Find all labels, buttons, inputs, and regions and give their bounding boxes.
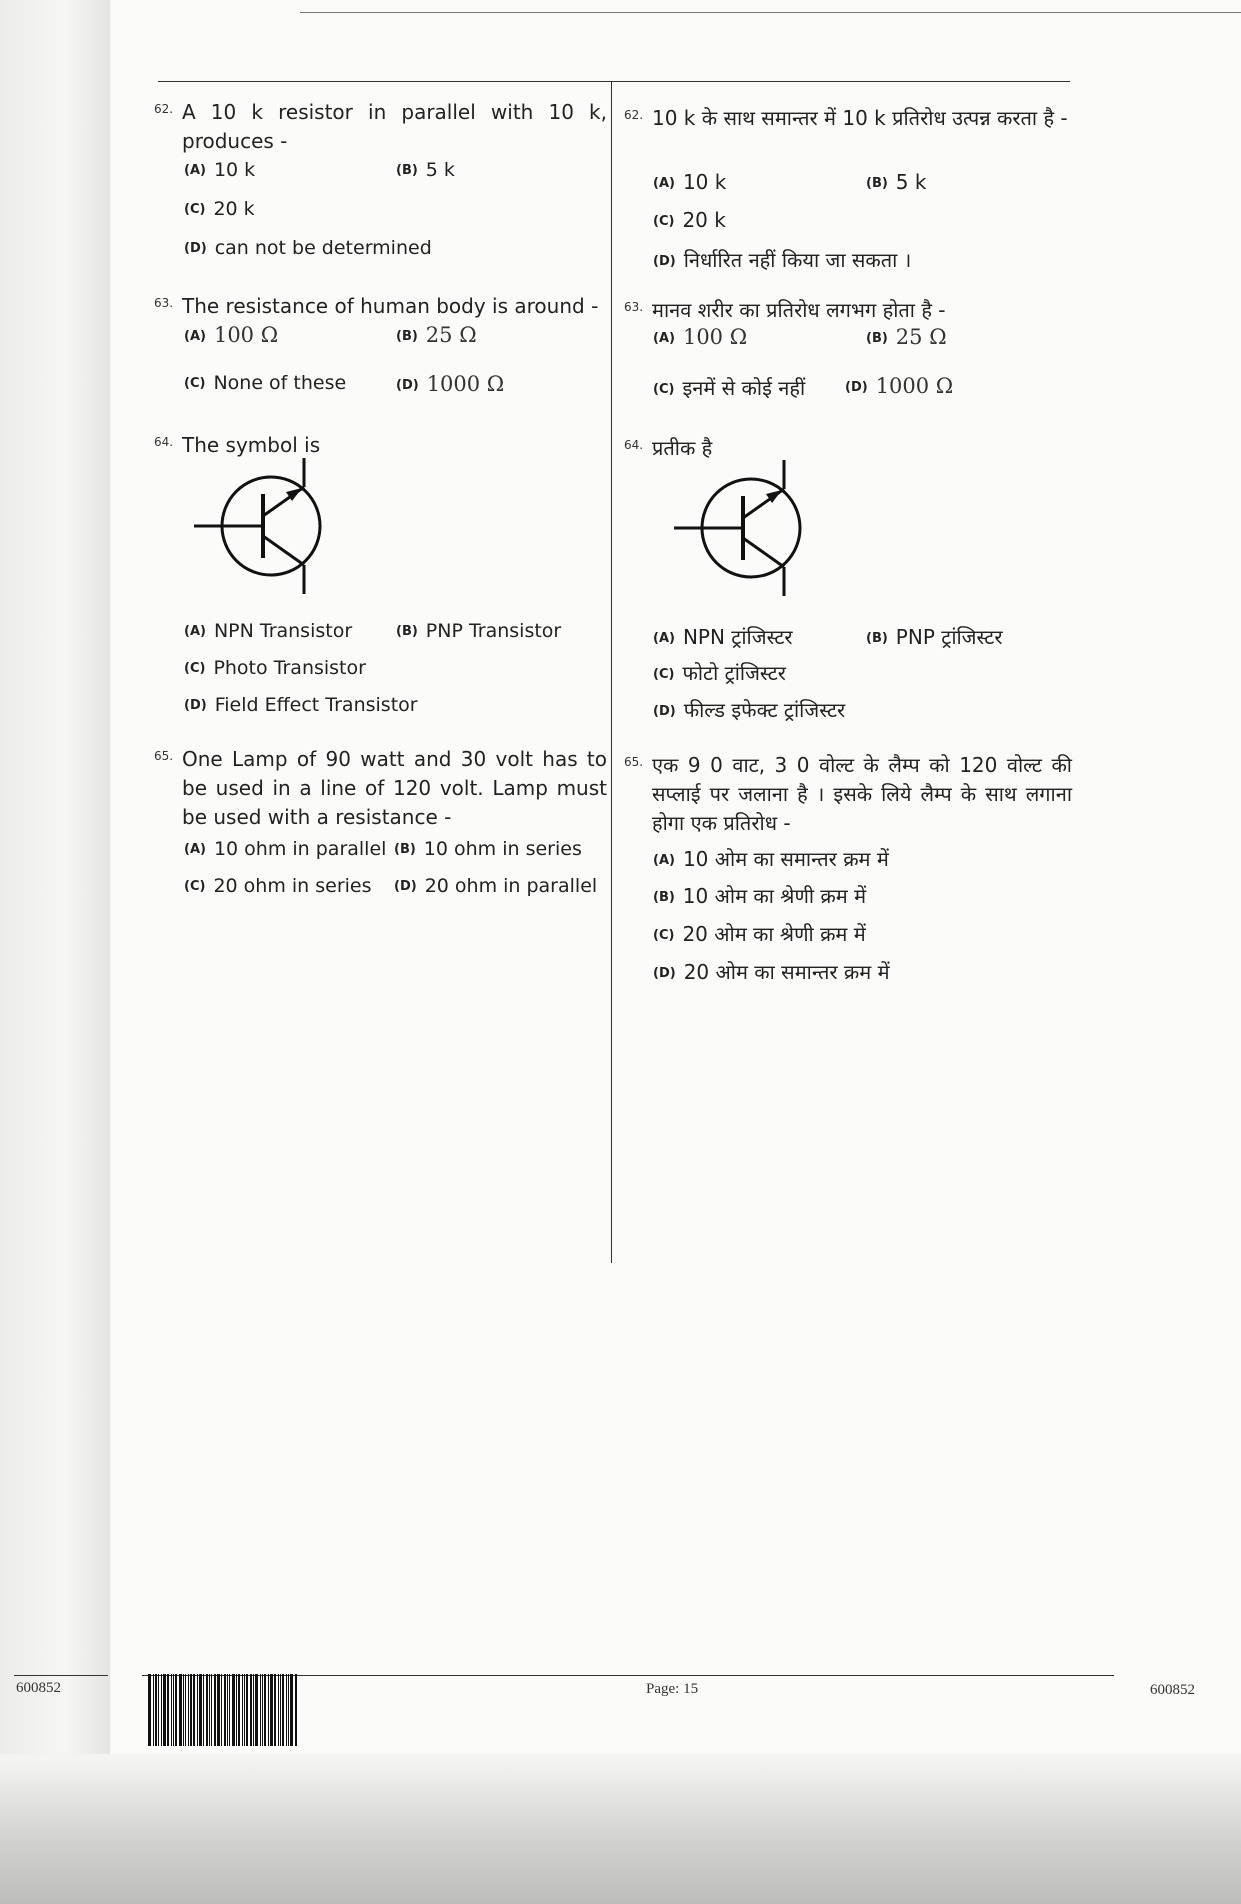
barcode-bar — [206, 1674, 208, 1746]
barcode-bar — [295, 1674, 297, 1746]
binding-edge — [0, 0, 110, 1754]
barcode-bar — [188, 1674, 189, 1746]
option-c: (C) Photo Transistor — [184, 657, 366, 679]
option-c: (C) 20 ohm in series — [184, 875, 372, 897]
barcode-bar — [260, 1674, 261, 1746]
barcode-bar — [288, 1674, 289, 1746]
question-text: प्रतीक है — [652, 436, 713, 460]
question-64-hindi: 64. प्रतीक है — [624, 434, 1079, 464]
barcode-bar — [158, 1674, 159, 1746]
barcode-bar — [278, 1674, 279, 1746]
barcode-bar — [155, 1674, 157, 1746]
barcode-bar — [221, 1674, 222, 1746]
option-d: (D) 1000 Ω — [845, 374, 954, 398]
barcode-bar — [236, 1674, 237, 1746]
top-edge-rule — [300, 12, 1241, 13]
barcode-bar — [224, 1674, 226, 1746]
barcode-bar — [199, 1674, 202, 1746]
option-b: (B) 5 k — [866, 170, 927, 194]
option-b: (B) 5 k — [396, 159, 455, 181]
barcode-bar — [232, 1674, 235, 1746]
option-a: (A) NPN Transistor — [184, 620, 353, 642]
page-number: Page: 15 — [646, 1681, 699, 1697]
question-text: एक 9 0 वाट, 3 0 वोल्ट के लैम्प को 120 वोल्ट की सप्लाई पर जलाना है । इसके लिये लैम्प के साथ लगाना होगा एक प्रतिरोध - — [652, 753, 1072, 835]
booklet-code-right: 600852 — [1150, 1682, 1195, 1698]
option-b: (B) 10 ohm in series — [394, 838, 582, 860]
option-b: (B) 25 Ω — [866, 325, 947, 349]
barcode-bar — [227, 1674, 228, 1746]
barcode-bar — [185, 1674, 186, 1746]
barcode-bar — [286, 1674, 287, 1746]
barcode-bar — [217, 1674, 220, 1746]
option-d: (D) can not be determined — [184, 237, 432, 259]
barcode-bar — [262, 1674, 263, 1746]
barcode-bar — [209, 1674, 210, 1746]
barcode-bar — [238, 1674, 240, 1746]
question-63-hindi: 63. मानव शरीर का प्रतिरोध लगभग होता है - — [624, 296, 1079, 326]
barcode-bar — [280, 1674, 281, 1746]
question-65-english: 65. One Lamp of 90 watt and 30 volt has to be used in a line of 120 volt. Lamp must be used with a resistance - — [154, 745, 609, 835]
barcode — [148, 1674, 328, 1746]
barcode-bar — [214, 1674, 216, 1746]
question-text: One Lamp of 90 watt and 30 volt has to be used in a line of 120 volt. Lamp must be used with a resistance - — [182, 747, 607, 829]
question-text: The symbol is — [182, 433, 321, 457]
footer-rule-left — [14, 1675, 108, 1676]
barcode-bar — [274, 1674, 276, 1746]
question-text: A 10 k resistor in parallel with 10 k, — [182, 100, 607, 124]
barcode-bar — [175, 1674, 177, 1746]
barcode-bar — [171, 1674, 172, 1746]
option-d: (D) 1000 Ω — [396, 372, 505, 396]
barcode-bar — [229, 1674, 230, 1746]
option-c: (C) None of these — [184, 372, 347, 394]
question-text: 10 k के साथ समान्तर में 10 k प्रतिरोध उत्पन्न करता है - — [652, 106, 1068, 130]
booklet-code-left: 600852 — [16, 1680, 61, 1696]
option-d: (D) फील्ड इफेक्ट ट्रांजिस्टर — [653, 698, 846, 722]
question-62-hindi: 62. 10 k के साथ समान्तर में 10 k प्रतिरोध उत्पन्न करता है - — [624, 104, 1079, 164]
barcode-bar — [250, 1674, 252, 1746]
option-b: (B) 25 Ω — [396, 323, 477, 347]
option-b: (B) PNP ट्रांजिस्टर — [866, 625, 1003, 649]
option-a: (A) NPN ट्रांजिस्टर — [653, 625, 793, 649]
barcode-bar — [242, 1674, 243, 1746]
option-a: (A) 10 k — [184, 159, 256, 181]
barcode-bar — [282, 1674, 284, 1746]
option-c: (C) 20 k — [184, 198, 255, 220]
barcode-bar — [244, 1674, 245, 1746]
option-d: (D) Field Effect Transistor — [184, 694, 418, 716]
option-d: (D) 20 ओम का समान्तर क्रम में — [653, 960, 890, 984]
barcode-bar — [246, 1674, 248, 1746]
column-divider — [611, 81, 612, 1263]
barcode-bar — [148, 1674, 151, 1746]
question-text-line2: produces - — [182, 129, 288, 153]
option-a: (A) 10 k — [653, 170, 727, 194]
option-d: (D) निर्धारित नहीं किया जा सकता । — [653, 248, 912, 272]
barcode-bar — [173, 1674, 174, 1746]
barcode-bar — [255, 1674, 258, 1746]
option-a: (A) 10 ओम का समान्तर क्रम में — [653, 847, 889, 871]
question-text: मानव शरीर का प्रतिरोध लगभग होता है - — [652, 298, 946, 322]
barcode-bar — [211, 1674, 212, 1746]
question-number: 62. — [154, 102, 174, 116]
option-d: (D) 20 ohm in parallel — [394, 875, 598, 897]
barcode-bar — [183, 1674, 184, 1746]
question-text: The resistance of human body is around - — [182, 294, 599, 318]
barcode-bar — [197, 1674, 198, 1746]
option-a: (A) 10 ohm in parallel — [184, 838, 387, 860]
barcode-bar — [264, 1674, 266, 1746]
pnp-transistor-symbol-english — [190, 456, 330, 596]
barcode-bar — [253, 1674, 254, 1746]
barcode-bar — [153, 1674, 154, 1746]
option-a: (A) 100 Ω — [184, 323, 279, 347]
barcode-bar — [290, 1674, 293, 1746]
scan-shadow — [0, 1760, 1241, 1904]
barcode-bar — [163, 1674, 166, 1746]
option-c: (C) 20 ओम का श्रेणी क्रम में — [653, 922, 866, 946]
pnp-transistor-symbol-hindi — [670, 458, 810, 598]
option-c: (C) 20 k — [653, 208, 726, 232]
option-c: (C) इनमें से कोई नहीं — [653, 376, 806, 400]
option-b: (B) PNP Transistor — [396, 620, 562, 642]
header-rule — [158, 81, 1070, 82]
barcode-bar — [161, 1674, 162, 1746]
question-64-english: 64. The symbol is — [154, 431, 609, 461]
barcode-bar — [167, 1674, 169, 1746]
option-b: (B) 10 ओम का श्रेणी क्रम में — [653, 884, 867, 908]
question-65-hindi: 65. एक 9 0 वाट, 3 0 वोल्ट के लैम्प को 120 वोल्ट की सप्लाई पर जलाना है । इसके लिये लैम्प के साथ लगाना होगा एक प्रतिरोध - — [624, 751, 1079, 841]
barcode-bar — [203, 1674, 204, 1746]
barcode-bar — [193, 1674, 195, 1746]
barcode-bar — [268, 1674, 269, 1746]
barcode-bar — [179, 1674, 182, 1746]
option-c: (C) फोटो ट्रांजिस्टर — [653, 661, 786, 685]
barcode-bar — [270, 1674, 273, 1746]
barcode-bar — [190, 1674, 192, 1746]
question-63-english: 63. The resistance of human body is around - — [154, 292, 609, 322]
option-a: (A) 100 Ω — [653, 325, 748, 349]
